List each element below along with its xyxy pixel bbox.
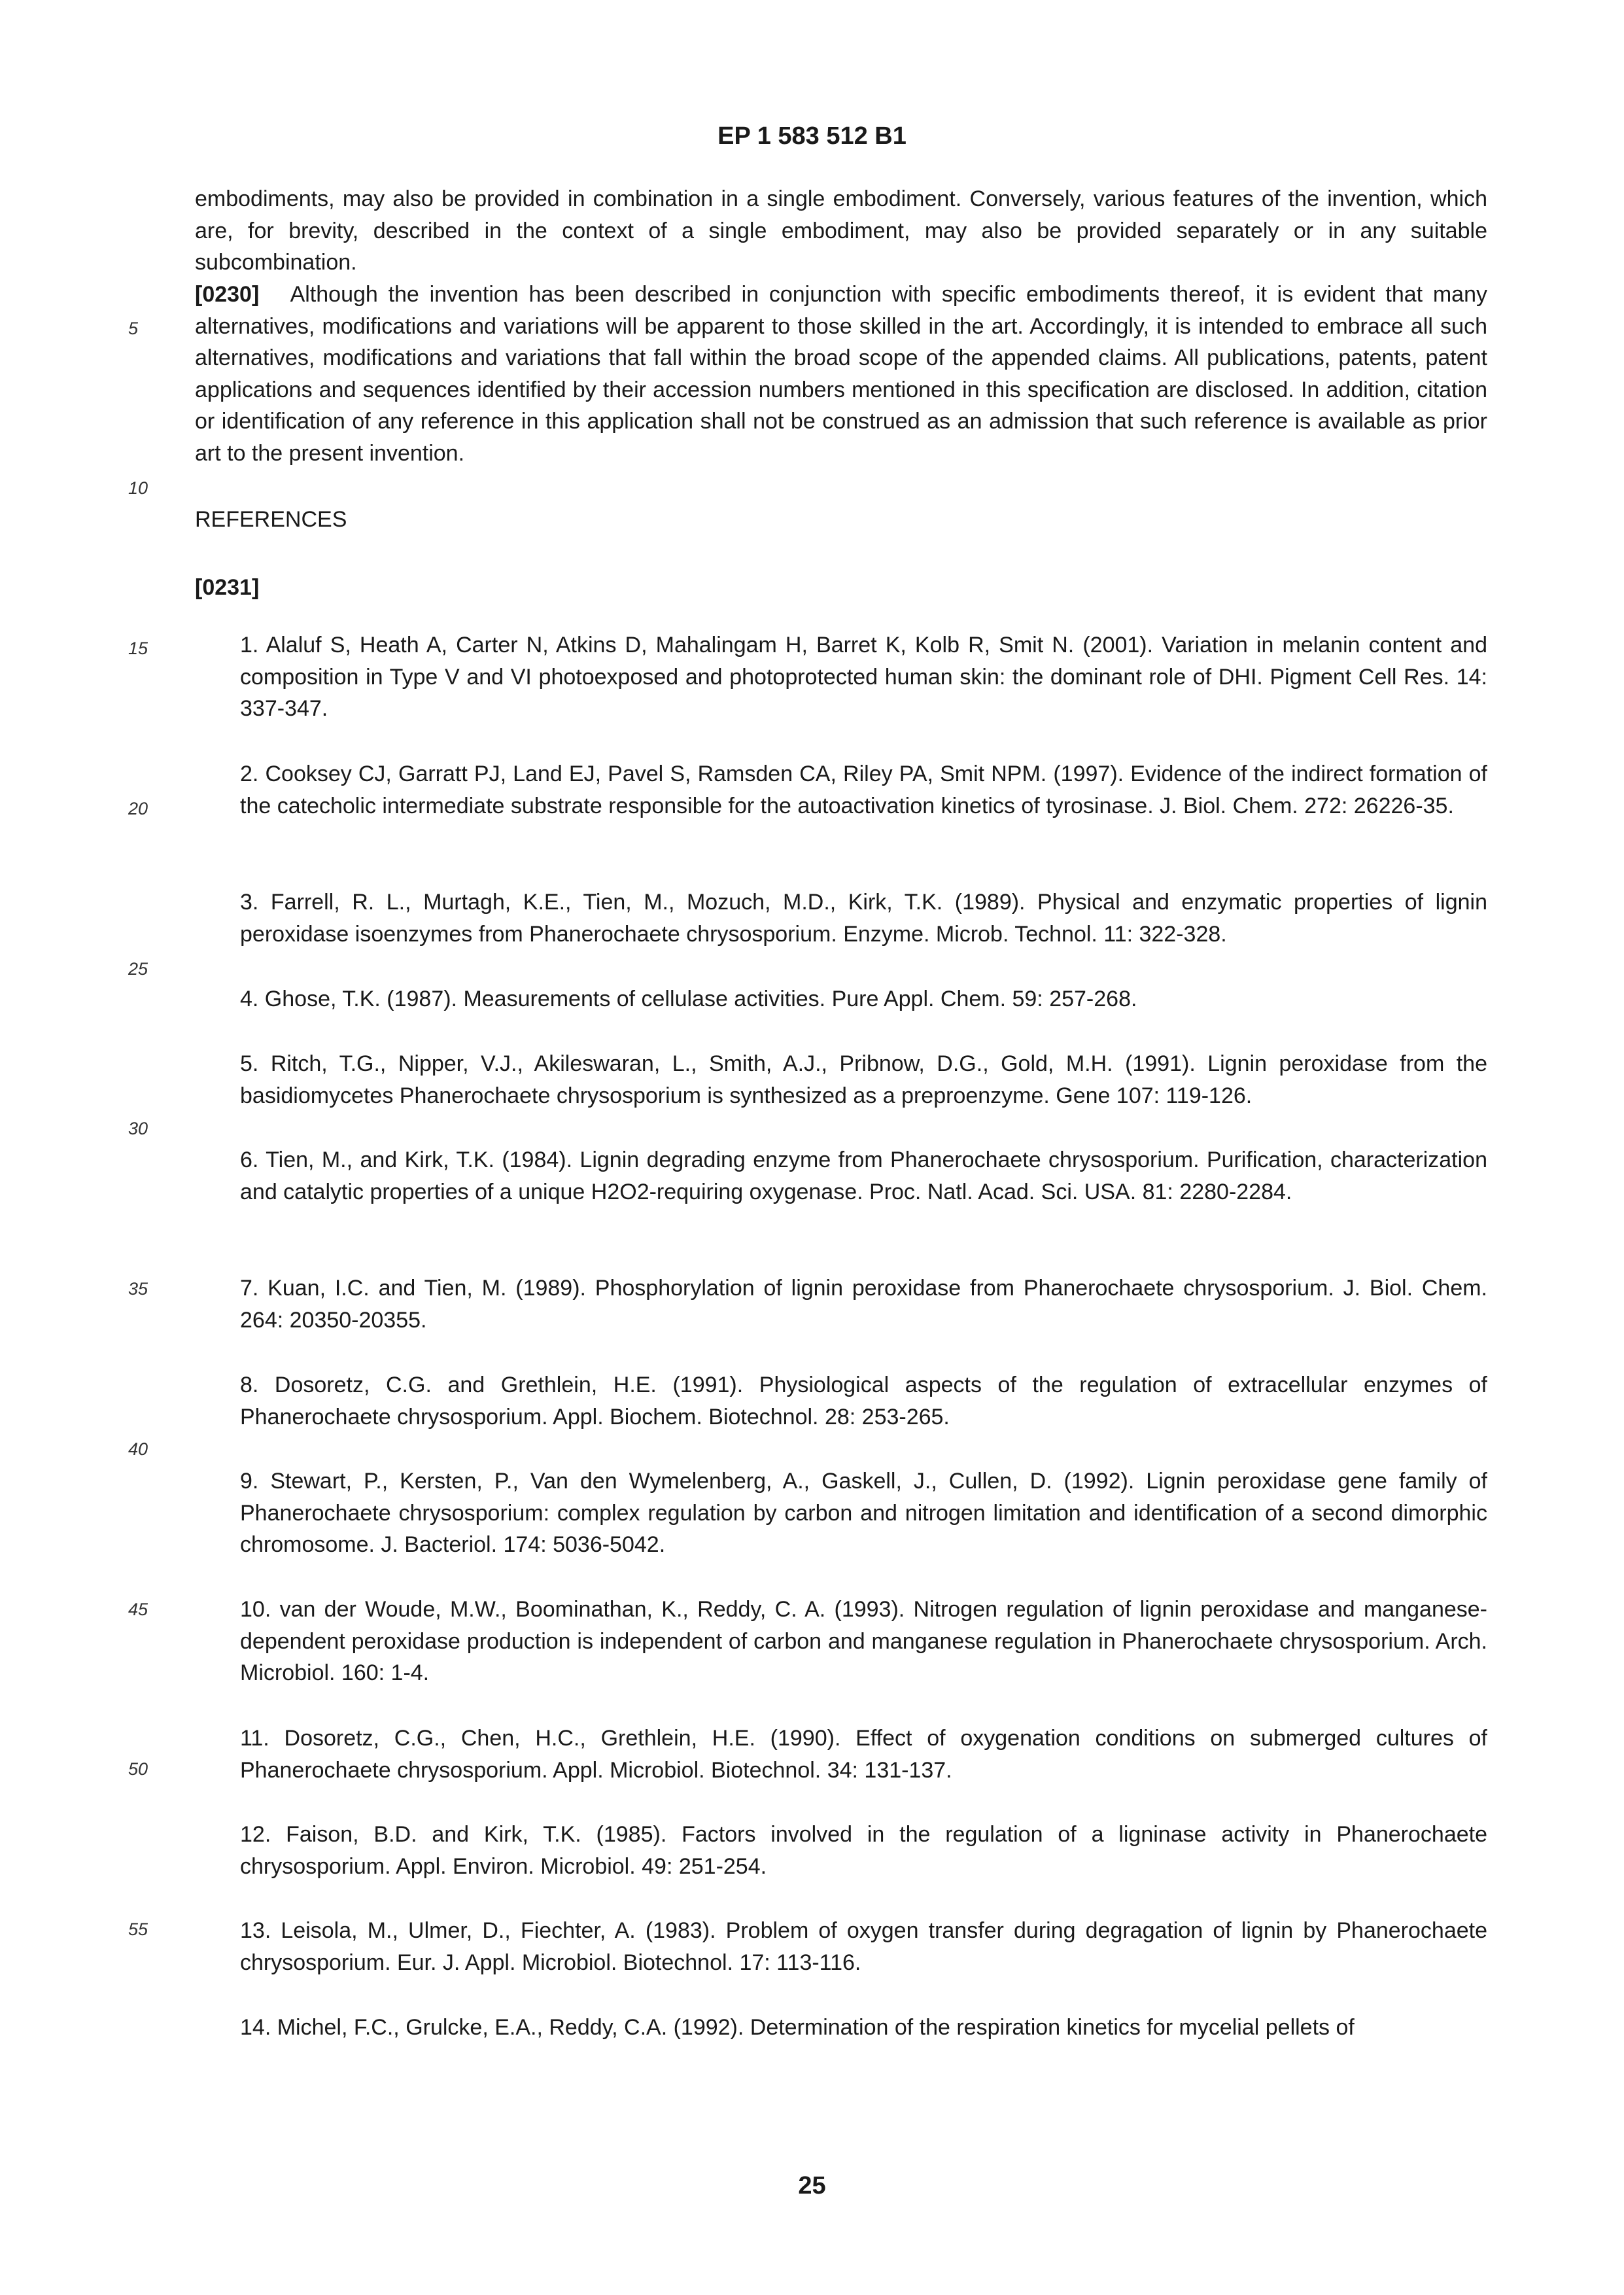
- reference-4: 4. Ghose, T.K. (1987). Measurements of cellulase activities. Pure Appl. Chem. 59: 257-268.: [240, 987, 1137, 1011]
- reference-12: 12. Faison, B.D. and Kirk, T.K. (1985). Factors involved in the regulation of a ligninase activity in Phanerochaete chrysosporium. Appl. Environ. Microbiol. 49: 251-254.: [240, 1822, 1487, 1879]
- line-number-50: 50: [128, 1759, 148, 1779]
- paragraph-number-0231: [0231]: [195, 575, 260, 600]
- paragraph-0230-text: Although the invention has been described in conjunction with specific embodiments thereof, it is evident that many alternatives, modifications and variations will be apparent to those skilled in the art. Accordingly, it is intended to embrace all such alternatives, modifications and variations that fall within the broad scope of the appended claims. All publications, patents, patent applications and sequences identified by their accession numbers mentioned in this specification are disclosed. In addition, citation or identification of any reference in this application shall not be construed as an admission that such reference is available as prior art to the present invention.: [195, 282, 1487, 466]
- line-number-5: 5: [128, 319, 139, 338]
- reference-7: 7. Kuan, I.C. and Tien, M. (1989). Phosphorylation of lignin peroxidase from Phanerochaete chrysosporium. J. Biol. Chem. 264: 20350-20355.: [240, 1276, 1487, 1333]
- line-number-10: 10: [128, 478, 148, 498]
- reference-14: 14. Michel, F.C., Grulcke, E.A., Reddy, C.A. (1992). Determination of the respiration kinetics for mycelial pellets of: [240, 2015, 1355, 2040]
- reference-3: 3. Farrell, R. L., Murtagh, K.E., Tien, M., Mozuch, M.D., Kirk, T.K. (1989). Physical and enzymatic properties of lignin peroxidase isoenzymes from Phanerochaete chrysosporium. Enzyme. Microb. Technol. 11: 322-328.: [240, 890, 1487, 947]
- reference-10: 10. van der Woude, M.W., Boominathan, K., Reddy, C. A. (1993). Nitrogen regulation of lignin peroxidase and manganese-dependent peroxidase production is independent of carbon and manganese regulation in Phanerochaete chrysosporium. Arch. Microbiol. 160: 1-4.: [240, 1597, 1487, 1685]
- line-number-55: 55: [128, 1919, 148, 1939]
- references-heading: REFERENCES: [195, 507, 347, 532]
- line-number-45: 45: [128, 1600, 148, 1619]
- line-number-20: 20: [128, 799, 148, 818]
- line-number-35: 35: [128, 1279, 148, 1299]
- reference-13: 13. Leisola, M., Ulmer, D., Fiechter, A. (1983). Problem of oxygen transfer during degragation of lignin by Phanerochaete chrysosporium. Eur. J. Appl. Microbiol. Biotechnol. 17: 113-116.: [240, 1918, 1487, 1975]
- reference-2: 2. Cooksey CJ, Garratt PJ, Land EJ, Pavel S, Ramsden CA, Riley PA, Smit NPM. (1997). Evidence of the indirect formation of the catecholic intermediate substrate responsible for the autoactivation kinetics of tyrosinase. J. Biol. Chem. 272: 26226-35.: [240, 762, 1487, 818]
- patent-number-header: EP 1 583 512 B1: [717, 122, 907, 150]
- line-number-40: 40: [128, 1439, 148, 1459]
- page-number: 25: [798, 2172, 826, 2199]
- paragraph-number-0230: [0230]: [195, 282, 260, 307]
- line-number-25: 25: [128, 959, 148, 979]
- reference-6: 6. Tien, M., and Kirk, T.K. (1984). Lignin degrading enzyme from Phanerochaete chrysosporium. Purification, characterization and catalytic properties of a unique H2O2-requiring oxygenase. Proc. Natl. Acad. Sci. USA. 81: 2280-2284.: [240, 1148, 1487, 1204]
- paragraph-0230: [195, 279, 1487, 469]
- reference-11: 11. Dosoretz, C.G., Chen, H.C., Grethlein, H.E. (1990). Effect of oxygenation conditions on submerged cultures of Phanerochaete chrysosporium. Appl. Microbiol. Biotechnol. 34: 131-137.: [240, 1726, 1487, 1783]
- reference-5: 5. Ritch, T.G., Nipper, V.J., Akileswaran, L., Smith, A.J., Pribnow, D.G., Gold, M.H. (1991). Lignin peroxidase from the basidiomycetes Phanerochaete chrysosporium is synthesized as a preproenzyme. Gene 107: 119-126.: [240, 1051, 1487, 1108]
- line-number-30: 30: [128, 1119, 148, 1138]
- continuation-paragraph: embodiments, may also be provided in combination in a single embodiment. Conversely, various features of the invention, which are, for brevity, described in the context of a single embodiment, may also be provided separately or in any suitable subcombination.: [195, 186, 1487, 275]
- reference-9: 9. Stewart, P., Kersten, P., Van den Wymelenberg, A., Gaskell, J., Cullen, D. (1992). Lignin peroxidase gene family of Phanerochaete chrysosporium: complex regulation by carbon and nitrogen limitation and identification of a second dimorphic chromosome. J. Bacteriol. 174: 5036-5042.: [240, 1469, 1487, 1557]
- reference-8: 8. Dosoretz, C.G. and Grethlein, H.E. (1991). Physiological aspects of the regulation of extracellular enzymes of Phanerochaete chrysosporium. Appl. Biochem. Biotechnol. 28: 253-265.: [240, 1373, 1487, 1429]
- reference-1: 1. Alaluf S, Heath A, Carter N, Atkins D, Mahalingam H, Barret K, Kolb R, Smit N. (2001). Variation in melanin content and composition in Type V and VI photoexposed and photoprotected human skin: the dominant role of DHI. Pigment Cell Res. 14: 337-347.: [240, 633, 1487, 721]
- line-number-15: 15: [128, 639, 148, 658]
